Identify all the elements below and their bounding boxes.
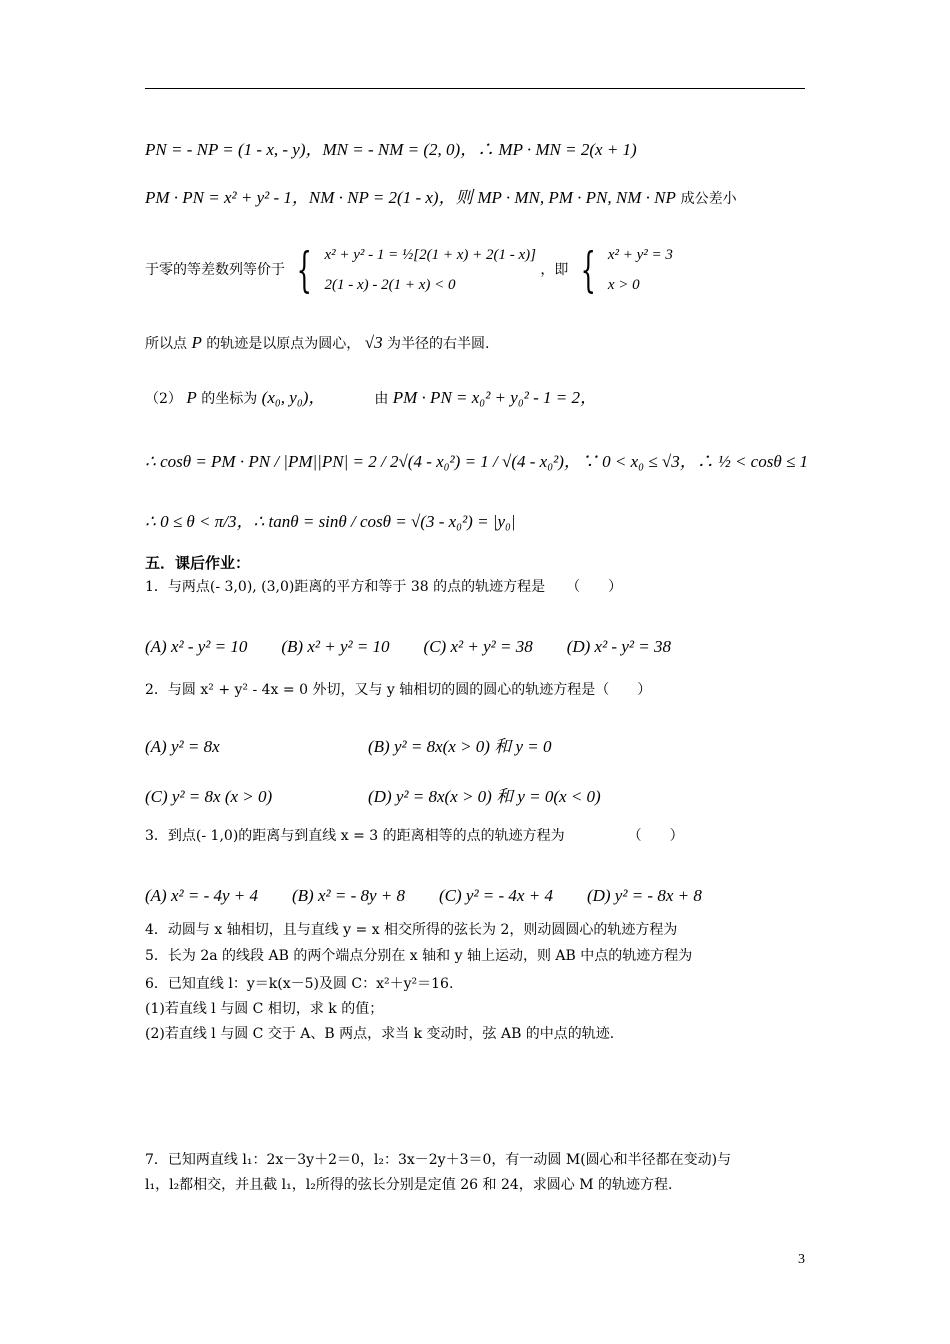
line2-eq: PM · PN = x² + y² - 1，NM · NP = 2(1 - x)，则 xyxy=(145,188,473,207)
equivalence-system xyxy=(145,240,673,300)
system-1-eq2: 2(1 - x) - 2(1 + x) < 0 xyxy=(324,277,456,293)
system-2-eq1: x² + y² = 3 xyxy=(607,247,673,263)
question-2: 2．与圆 x² + y² - 4x = 0 外切，又与 y 轴相切的圆的圆心的轨迹方程是（ ） xyxy=(145,682,652,698)
part-2-line xyxy=(145,388,597,409)
page-number: 3 xyxy=(798,1252,805,1267)
cosine-line: ∴ cosθ = PM · PN / |PM||PN| = 2 / 2√(4 - x₀²) = 1 / √(4 - x₀²)，∵ 0 < x₀ ≤ √3，∴ ½ < cosθ ≤ 1 xyxy=(145,452,809,471)
question-2-option-d: (D) y² = 8x(x > 0) 和 y = 0(x < 0) xyxy=(368,787,601,806)
question-4: 4．动圆与 x 轴相切，且与直线 y = x 相交所得的弦长为 2，则动圆圆心的轨迹方程为 xyxy=(145,922,678,938)
left-brace-2: { xyxy=(580,242,596,298)
derivation-line-2 xyxy=(145,188,737,209)
system-2-eq2: x > 0 xyxy=(607,277,640,293)
radius-sqrt3: √3 xyxy=(364,333,383,352)
question-7-line-2: l₁，l₂都相交，并且截 l₁，l₂所得的弦长分别是定值 26 和 24，求圆心 M 的轨迹方程. xyxy=(145,1177,673,1193)
question-3: 3．到点(- 1,0)的距离与到直线 x = 3 的距离相等的点的轨迹方程为 （ ） xyxy=(145,828,684,844)
locus-conclusion xyxy=(145,333,490,354)
question-1: 1．与两点(- 3,0), (3,0)距离的平方和等于 38 的点的轨迹方程是 （ ） xyxy=(145,579,623,595)
question-7-line-1: 7．已知两直线 l₁：2x－3y＋2＝0，l₂：3x－2y＋3＝0，有一动圆 M(圆心和半径都在变动)与 xyxy=(145,1152,732,1168)
header-rule xyxy=(145,88,805,89)
part-2-by: 由 xyxy=(374,391,389,407)
question-2-option-a: (A) y² = 8x xyxy=(145,737,220,756)
question-6-part-2: (2)若直线 l 与圆 C 交于 A、B 两点，求当 k 变动时，弦 AB 的中点的轨迹. xyxy=(145,1026,615,1042)
homework-heading: 五．课后作业： xyxy=(145,554,251,572)
question-5: 5．长为 2a 的线段 AB 的两个端点分别在 x 轴和 y 轴上运动，则 AB 中点的轨迹方程为 xyxy=(145,948,693,964)
part-2-point-p: P xyxy=(186,388,197,407)
tangent-line: ∴ 0 ≤ θ < π/3，∴ tanθ = sinθ / cosθ = √(3 - x₀²) = |y₀| xyxy=(145,512,516,531)
part-2-text: 的坐标为 xyxy=(201,391,258,407)
part-2-eq: PM · PN = x₀² + y₀² - 1 = 2， xyxy=(392,388,597,407)
locus-text-b: 的轨迹是以原点为圆心， xyxy=(206,336,361,352)
locus-text-c: 为半径的右半圆. xyxy=(387,336,490,352)
locus-text-a: 所以点 xyxy=(145,336,187,352)
question-6: 6．已知直线 l：y＝k(x－5)及圆 C：x²＋y²＝16. xyxy=(145,976,454,992)
line2-text: 成公差小 xyxy=(680,191,737,207)
system-1 xyxy=(324,240,536,300)
derivation-line-1: PN = - NP = (1 - x, - y)，MN = - NM = (2, 0)，∴ MP · MN = 2(x + 1) xyxy=(145,140,637,159)
left-brace: { xyxy=(297,242,313,298)
system-1-eq1: x² + y² - 1 = ½[2(1 + x) + 2(1 - x)] xyxy=(324,247,536,263)
namely-text: ，即 xyxy=(540,262,569,278)
system-2 xyxy=(608,240,673,300)
line2-triple: MP · MN, PM · PN, NM · NP xyxy=(477,188,676,207)
question-2-option-b: (B) y² = 8x(x > 0) 和 y = 0 xyxy=(368,737,552,756)
question-6-part-1: (1)若直线 l 与圆 C 相切，求 k 的值； xyxy=(145,1001,384,1017)
question-3-options: (A) x² = - 4y + 4 (B) x² = - 8y + 8 (C) y² = - 4x + 4 (D) y² = - 8x + 8 xyxy=(145,886,702,905)
equivalence-text: 于零的等差数列等价于 xyxy=(145,262,285,278)
part-2-label: （2） xyxy=(145,391,182,407)
point-p: P xyxy=(191,333,202,352)
question-1-options: (A) x² - y² = 10 (B) x² + y² = 10 (C) x² + y² = 38 (D) x² - y² = 38 xyxy=(145,637,671,656)
part-2-coord: (x₀, y₀)， xyxy=(261,388,326,407)
question-2-option-c: (C) y² = 8x (x > 0) xyxy=(145,787,273,806)
